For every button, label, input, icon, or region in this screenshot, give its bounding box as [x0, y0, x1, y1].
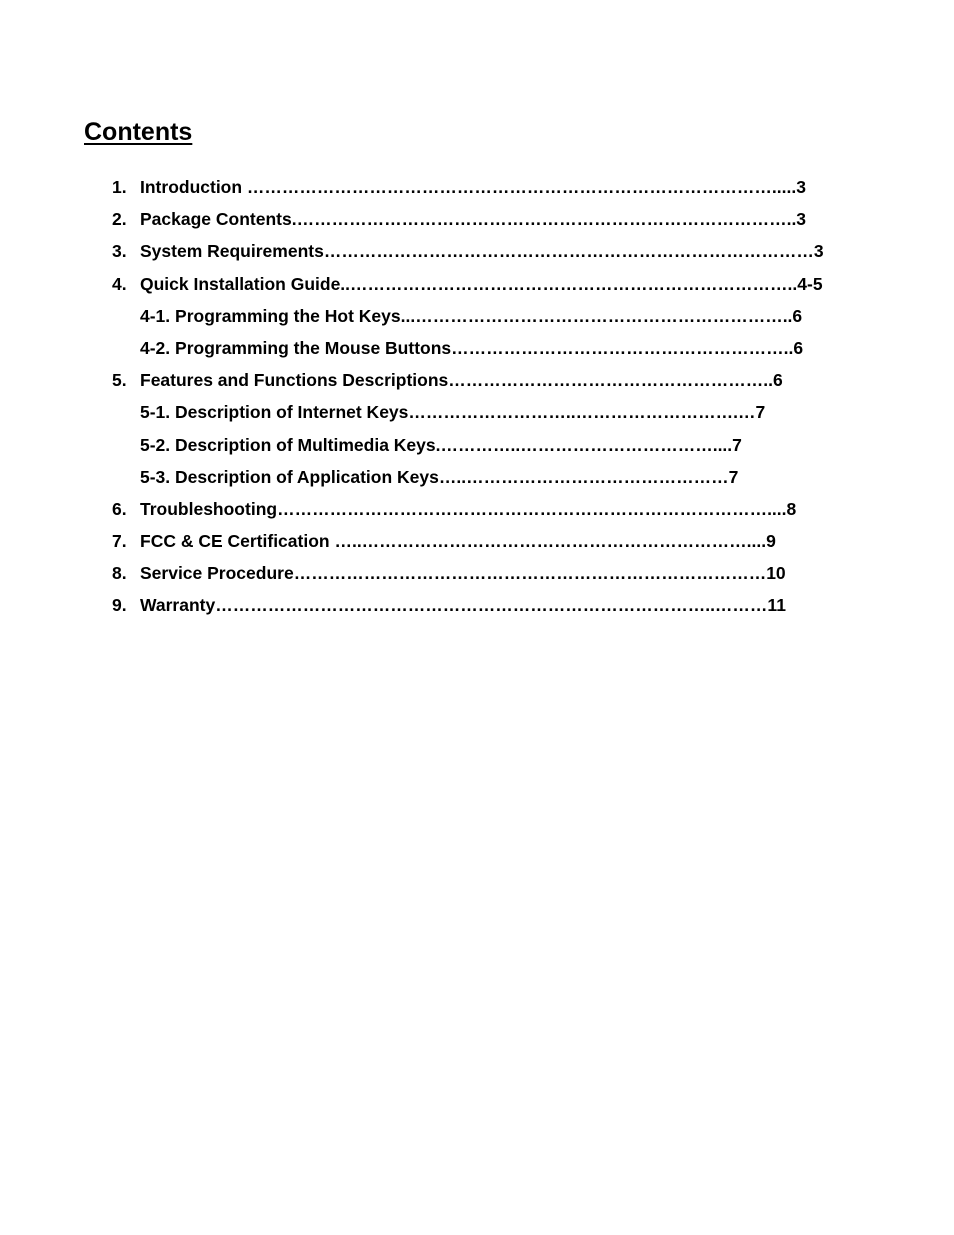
- toc-line: [140, 336, 803, 360]
- page-title: Contents: [84, 118, 193, 146]
- toc-entry-text: 5-3. Description of Application Keys…..………………………………………7: [140, 466, 739, 487]
- toc-entry[interactable]: [112, 272, 832, 304]
- toc-entry[interactable]: [112, 175, 832, 207]
- toc-entry-number: 2.: [112, 209, 127, 230]
- toc-line: [140, 433, 742, 457]
- toc-subentry[interactable]: [112, 400, 832, 432]
- toc-line: [112, 207, 806, 231]
- toc-line: [140, 304, 802, 328]
- toc-line: [112, 497, 796, 521]
- toc-entry-number: 9.: [112, 595, 127, 616]
- toc-subentry[interactable]: [112, 304, 832, 336]
- toc-entry-text: 4-1. Programming the Hot Keys...………………………………………………………..6: [140, 305, 803, 326]
- toc-entry-number: 7.: [112, 531, 127, 552]
- toc-entry-text: 5-2. Description of Multimedia Keys.…………..……………………………....7: [140, 434, 742, 455]
- toc-entry-text: Quick Installation Guide..…………………………………………………………………..4-5: [140, 273, 823, 294]
- toc-entry-number: 5.: [112, 370, 127, 391]
- toc-entry[interactable]: [112, 561, 832, 593]
- toc-line: [140, 465, 738, 489]
- toc-entry-number: 1.: [112, 177, 127, 197]
- toc-entry[interactable]: [112, 497, 832, 529]
- toc-entry[interactable]: [112, 239, 832, 271]
- toc-subentry[interactable]: [112, 433, 832, 465]
- table-of-contents: [112, 175, 832, 626]
- toc-entry-text: Features and Functions Descriptions………………………………………………..6: [140, 370, 783, 391]
- toc-entry-text: 4-2. Programming the Mouse Buttons…………………………………………………..6: [140, 337, 804, 358]
- toc-entry-text: 5-1. Description of Internet Keys………………………..……………………….…7: [140, 402, 766, 423]
- toc-entry-text: Warranty…………………………………………………………………………..………11: [140, 595, 786, 616]
- toc-entry-number: 6.: [112, 498, 127, 519]
- toc-entry-number: 4.: [112, 273, 127, 294]
- toc-entry-text: Service Procedure………………………………………………………………………10: [140, 563, 786, 584]
- toc-entry-number: 8.: [112, 563, 127, 584]
- toc-entry-text: System Requirements…………………………………………………………………………3: [140, 241, 824, 262]
- toc-entry-text: Troubleshooting…………………………………………………………………………....8: [140, 498, 797, 519]
- toc-subentry[interactable]: [112, 465, 832, 497]
- toc-line: [112, 175, 806, 199]
- toc-line: [140, 400, 765, 424]
- toc-entry-number: 3.: [112, 241, 127, 262]
- toc-entry[interactable]: [112, 368, 832, 400]
- toc-line: [112, 593, 786, 617]
- toc-entry-text: FCC & CE Certification …..…………………………………………………………....9: [140, 531, 776, 552]
- toc-entry-text: Introduction ……………………………………………………………………………….....3: [140, 177, 806, 197]
- toc-entry[interactable]: [112, 207, 832, 239]
- toc-entry[interactable]: [112, 529, 832, 561]
- toc-line: [112, 272, 823, 296]
- toc-subentry[interactable]: [112, 336, 832, 368]
- toc-line: [112, 368, 783, 392]
- toc-line: [112, 529, 776, 553]
- toc-line: [112, 239, 824, 263]
- toc-entry[interactable]: [112, 593, 832, 625]
- toc-line: [112, 561, 786, 585]
- toc-entry-text: Package Contents.…………………………………………………………………………..3: [140, 209, 807, 230]
